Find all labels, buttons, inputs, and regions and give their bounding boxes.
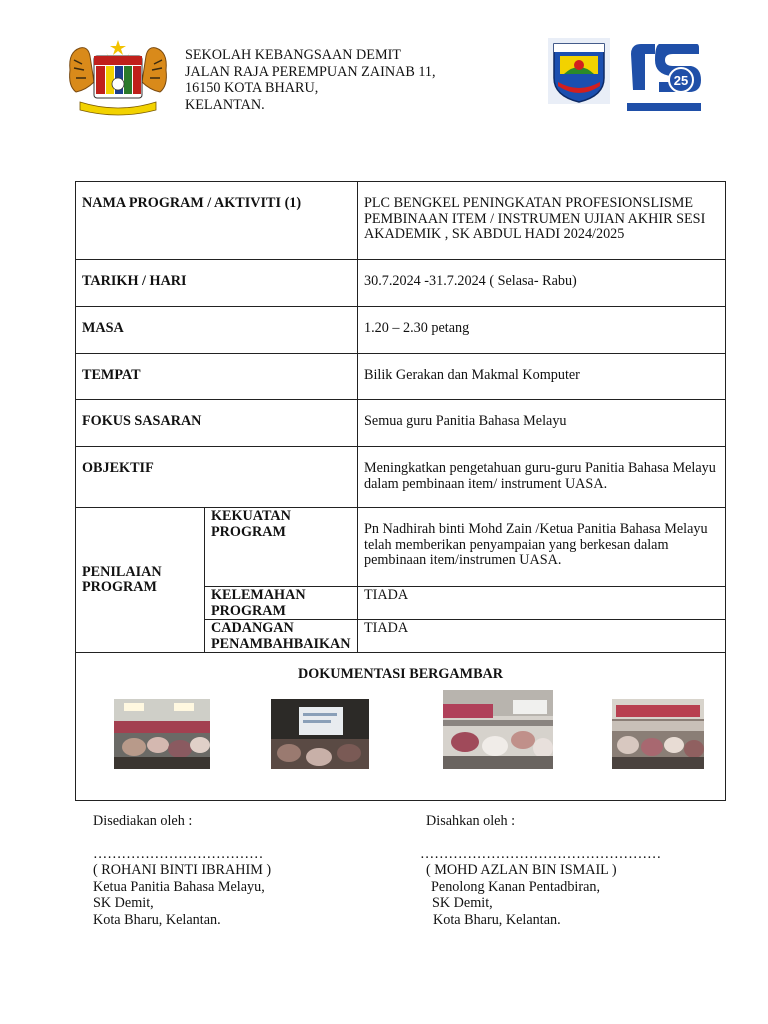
- approver-position: Penolong Kanan Pentadbiran,: [431, 878, 601, 895]
- cadangan-penambahbaikan-label: CADANGAN PENAMBAHBAIKAN: [205, 620, 358, 653]
- table-row: [76, 307, 726, 354]
- approver-location: Kota Bharu, Kelantan.: [433, 911, 561, 928]
- preparer-school: SK Demit,: [93, 895, 154, 911]
- kelemahan-program-label: KELEMAHAN PROGRAM: [205, 587, 358, 620]
- tis-logo-number: 25: [673, 73, 689, 88]
- row-value: PLC BENGKEL PENINGKATAN PROFESIONSLISME PEMBINAAN ITEM / INSTRUMEN UJIAN AKHIR SESI AKADEMIK , SK ABDUL HADI 2024/2025: [358, 182, 726, 260]
- row-label: OBJEKTIF: [76, 447, 358, 508]
- row-label: TEMPAT: [76, 354, 358, 400]
- kekuatan-program-label: KEKUATAN PROGRAM: [205, 508, 358, 587]
- transformasi-sekolah-2025-logo: [625, 40, 703, 112]
- penilaian-program-label: PENILAIAN PROGRAM: [76, 508, 205, 653]
- kekuatan-program-value: Pn Nadhirah binti Mohd Zain /Ketua Panitia Bahasa Melayu telah memberikan penyampaian yang berkesan dalam pembinaan item/instrumen UASA.: [358, 508, 726, 587]
- signature-line: ……………………………………………: [420, 845, 662, 862]
- signature-line: ………………………………: [93, 845, 264, 862]
- row-value: Meningkatkan pengetahuan guru-guru Panitia Bahasa Melayu dalam pembinaan item/ instrument UASA.: [358, 447, 726, 508]
- workshop-photo-2: [271, 699, 369, 769]
- table-row: [76, 260, 726, 307]
- table-row: [76, 508, 726, 587]
- school-address: [185, 47, 436, 113]
- workshop-photo-1: [114, 699, 210, 769]
- address-line-1: SEKOLAH KEBANGSAAN DEMIT: [185, 47, 401, 63]
- malaysia-coat-of-arms-logo: [66, 40, 170, 116]
- address-line-2: JALAN RAJA PEREMPUAN ZAINAB 11,: [185, 63, 436, 80]
- preparer-name: ( ROHANI BINTI IBRAHIM ): [93, 862, 272, 878]
- approved-by-signature-block: [420, 813, 661, 928]
- program-report-table: [75, 181, 726, 801]
- workshop-photo-3: [443, 690, 553, 769]
- documentation-cell: [76, 653, 726, 801]
- table-row: [76, 354, 726, 400]
- row-value: 1.20 – 2.30 petang: [358, 307, 726, 354]
- approved-by-heading: Disahkan oleh :: [426, 813, 516, 829]
- row-value: Semua guru Panitia Bahasa Melayu: [358, 400, 726, 447]
- preparer-location: Kota Bharu, Kelantan.: [93, 911, 221, 928]
- table-row: [76, 447, 726, 508]
- row-value: 30.7.2024 -31.7.2024 ( Selasa- Rabu): [358, 260, 726, 307]
- row-label: TARIKH / HARI: [76, 260, 358, 307]
- approver-name: ( MOHD AZLAN BIN ISMAIL ): [426, 862, 617, 878]
- approver-school: SK Demit,: [432, 895, 493, 911]
- table-row: [76, 182, 726, 260]
- row-label: MASA: [76, 307, 358, 354]
- row-label: NAMA PROGRAM / AKTIVITI (1): [76, 182, 358, 260]
- table-row: [76, 400, 726, 447]
- kelemahan-program-value: TIADA: [358, 587, 726, 620]
- prepared-by-heading: Disediakan oleh :: [93, 813, 193, 829]
- documentation-title: DOKUMENTASI BERGAMBAR: [297, 666, 504, 682]
- preparer-position: Ketua Panitia Bahasa Melayu,: [93, 878, 265, 895]
- address-line-3: 16150 KOTA BHARU,: [185, 80, 319, 96]
- prepared-by-signature-block: [93, 813, 271, 928]
- school-crest-logo: [548, 38, 610, 104]
- photo-gallery: [82, 683, 719, 793]
- table-row: [76, 653, 726, 801]
- workshop-photo-4: [612, 699, 704, 769]
- row-value: Bilik Gerakan dan Makmal Komputer: [358, 354, 726, 400]
- cadangan-penambahbaikan-value: TIADA: [358, 620, 726, 653]
- row-label: FOKUS SASARAN: [76, 400, 358, 447]
- address-line-4: KELANTAN.: [185, 96, 265, 113]
